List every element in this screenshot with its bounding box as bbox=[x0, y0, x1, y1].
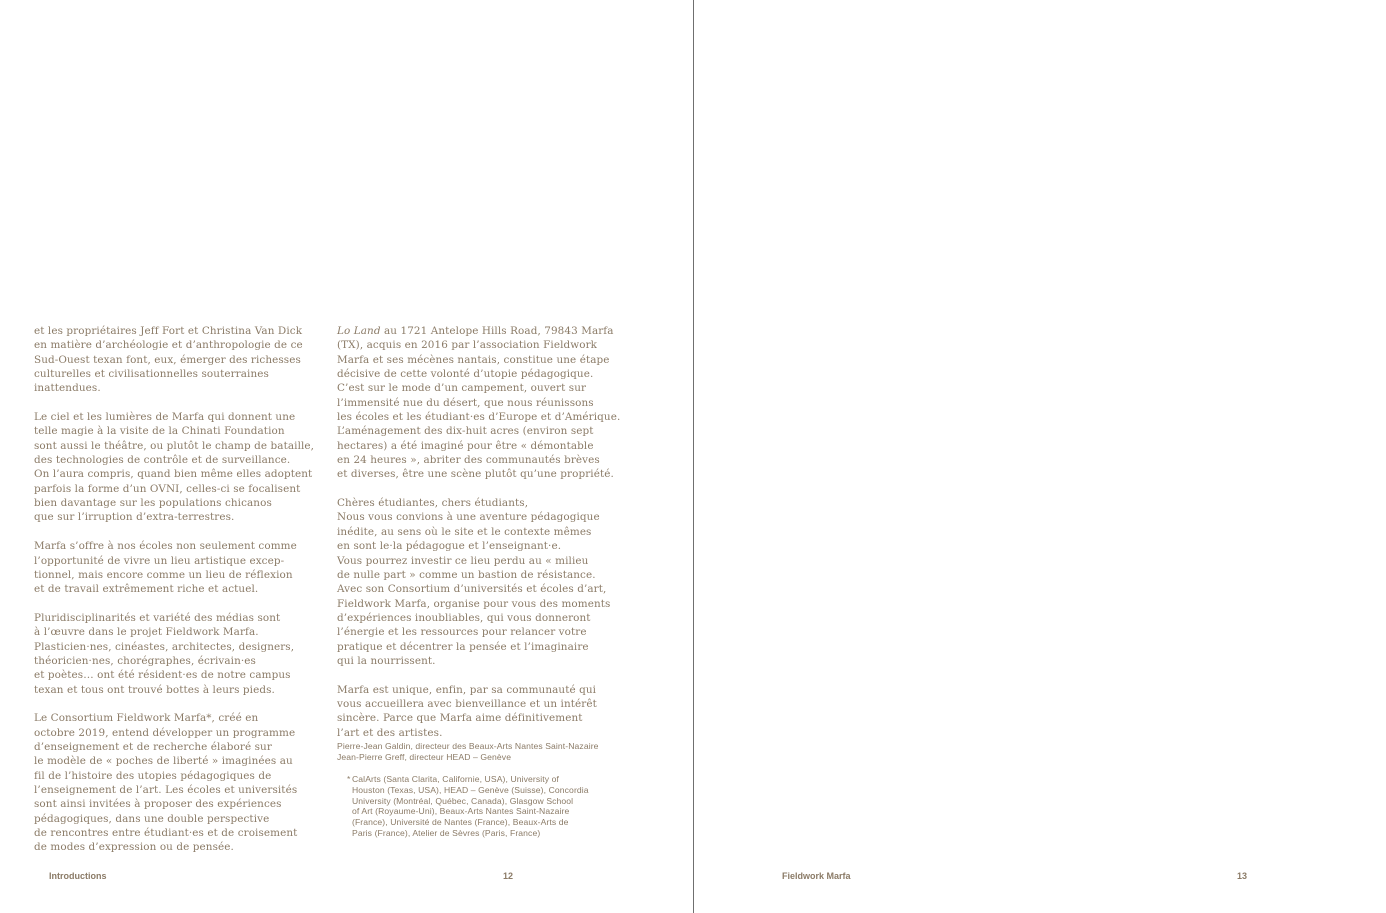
text-line: inattendues. bbox=[34, 382, 101, 395]
text-line: le modèle de « poches de liberté » imaginées au bbox=[34, 755, 293, 768]
text-line: Sud-Ouest texan font, eux, émerger des richesses bbox=[34, 353, 301, 366]
footnote-line: Houston (Texas, USA), HEAD – Genève (Suisse), Concordia bbox=[352, 784, 589, 795]
text-line: que sur l’irruption d’extra-terrestres. bbox=[34, 511, 235, 524]
footnote bbox=[337, 774, 622, 839]
text-line: hectares) a été imaginé pour être « démontable bbox=[337, 439, 594, 452]
running-footer-title: Fieldwork Marfa bbox=[782, 871, 851, 881]
text-line: inédite, au sens où le site et le contexte mêmes bbox=[337, 525, 592, 538]
text-line: texan et tous ont trouvé bottes à leurs pieds. bbox=[34, 683, 275, 696]
text-column-1 bbox=[34, 324, 319, 855]
text-line: et de travail extrêmement riche et actuel. bbox=[34, 583, 259, 596]
text-line: Marfa et ses mécènes nantais, constitue une étape bbox=[337, 353, 610, 366]
text-line: en matière d’archéologie et d’anthropologie de ce bbox=[34, 339, 303, 352]
text-line: l’opportunité de vivre un lieu artistique excep- bbox=[34, 554, 285, 567]
text-line: L’aménagement des dix-huit acres (environ sept bbox=[337, 425, 594, 438]
footnote-line: (France), Université de Nantes (France), Beaux-Arts de bbox=[352, 817, 569, 828]
text-line: l’art et des artistes. bbox=[337, 726, 443, 739]
text-line: qui la nourrissent. bbox=[337, 654, 436, 667]
text-line: Pluridisciplinarités et variété des médias sont bbox=[34, 611, 281, 624]
footnote-line: Paris (France), Atelier de Sèvres (Paris, France) bbox=[352, 827, 541, 838]
text-column-2 bbox=[337, 324, 622, 839]
text-line: On l’aura compris, quand bien même elles adoptent bbox=[34, 468, 313, 481]
paragraph bbox=[34, 539, 319, 596]
text-line: décisive de cette volonté d’utopie pédagogique. bbox=[337, 368, 594, 381]
text-line: pratique et décentrer la pensée et l’imaginaire bbox=[337, 640, 589, 653]
text-line: sincère. Parce que Marfa aime définitivement bbox=[337, 712, 583, 725]
text-line: des technologies de contrôle et de surveillance. bbox=[34, 454, 291, 467]
text-line: et poètes… ont été résident·es de notre campus bbox=[34, 669, 291, 682]
text-line: Avec son Consortium d’universités et écoles d’art, bbox=[337, 583, 607, 596]
text-line: Marfa est unique, enfin, par sa communauté qui bbox=[337, 683, 597, 696]
text-line: et les propriétaires Jeff Fort et Christina Van Dick bbox=[34, 325, 303, 337]
text-line: Le Consortium Fieldwork Marfa*, créé en bbox=[34, 712, 259, 725]
text-line: (TX), acquis en 2016 par l’association Fieldwork bbox=[337, 339, 598, 352]
text-line: bien davantage sur les populations chicanos bbox=[34, 497, 272, 510]
text-line bbox=[337, 324, 622, 338]
footnote-line: CalArts (Santa Clarita, Californie, USA), University of bbox=[352, 773, 560, 784]
text-line: théoricien·nes, chorégraphes, écrivain·es bbox=[34, 654, 256, 667]
text-line: d’enseignement et de recherche élaboré sur bbox=[34, 740, 272, 753]
text-line: de rencontres entre étudiant·es et de croisement bbox=[34, 827, 298, 840]
text-line: vous accueillera avec bienveillance et un intérêt bbox=[337, 697, 597, 710]
text-line: l’enseignement de l’art. Les écoles et universités bbox=[34, 784, 298, 796]
text-line: l’énergie et les ressources pour relancer votre bbox=[337, 626, 587, 639]
text-line: Nous vous convions à une aventure pédagogique bbox=[337, 511, 600, 524]
text-line: Chères étudiantes, chers étudiants, bbox=[337, 497, 529, 510]
text-line: Marfa s’offre à nos écoles non seulement comme bbox=[34, 540, 297, 553]
paragraph bbox=[337, 324, 622, 482]
paragraph bbox=[337, 496, 622, 668]
text-line: en sont le·la pédagogue et l’enseignant·e. bbox=[337, 540, 562, 553]
text-line: telle magie à la visite de la Chinati Foundation bbox=[34, 425, 285, 438]
right-page bbox=[694, 0, 1386, 913]
text-line: les écoles et les étudiant·es d’Europe et d’Amérique. bbox=[337, 411, 621, 424]
text-line: de modes d’expression ou de pensée. bbox=[34, 841, 234, 854]
text-fragment: au 1721 Antelope Hills Road, 79843 Marfa bbox=[380, 325, 614, 337]
text-line: Plasticien·nes, cinéastes, architectes, designers, bbox=[34, 640, 295, 653]
paragraph bbox=[337, 683, 622, 740]
footnote-line: University (Montréal, Québec, Canada), Glasgow School bbox=[352, 795, 574, 806]
text-line: fil de l’histoire des utopies pédagogiques de bbox=[34, 769, 272, 782]
text-line: sont aussi le théâtre, ou plutôt le champ de bataille, bbox=[34, 439, 315, 452]
text-line: sont ainsi invitées à proposer des expériences bbox=[34, 798, 282, 811]
page-number: 12 bbox=[503, 871, 514, 881]
place-name: Lo Land bbox=[337, 325, 381, 337]
running-footer-title: Introductions bbox=[49, 871, 107, 881]
paragraph bbox=[34, 324, 319, 396]
text-line: Le ciel et les lumières de Marfa qui donnent une bbox=[34, 411, 296, 424]
text-line: C’est sur le mode d’un campement, ouvert sur bbox=[337, 382, 587, 395]
text-line: d’expériences inoubliables, qui vous donneront bbox=[337, 611, 591, 624]
paragraph bbox=[34, 711, 319, 854]
text-line: Vous pourrez investir ce lieu perdu au « milieu bbox=[337, 554, 589, 567]
signature-line: Pierre-Jean Galdin, directeur des Beaux-Arts Nantes Saint-Nazaire bbox=[337, 740, 599, 751]
text-line: l’immensité nue du désert, que nous réunissons bbox=[337, 396, 594, 409]
text-line: pédagogiques, dans une double perspective bbox=[34, 812, 270, 825]
text-line: à l’œuvre dans le projet Fieldwork Marfa. bbox=[34, 626, 259, 639]
text-line: Fieldwork Marfa, organise pour vous des moments bbox=[337, 597, 611, 610]
text-line: tionnel, mais encore comme un lieu de réflexion bbox=[34, 568, 293, 581]
text-line: en 24 heures », abriter des communautés brèves bbox=[337, 454, 600, 467]
signature bbox=[337, 741, 622, 763]
paragraph bbox=[34, 410, 319, 525]
text-line: culturelles et civilisationnelles souterraines bbox=[34, 368, 269, 381]
text-line: parfois la forme d’un OVNI, celles-ci se focalisent bbox=[34, 482, 301, 495]
footnote-marker: * bbox=[347, 773, 351, 784]
text-line: et diverses, être une scène plutôt qu’une propriété. bbox=[337, 468, 614, 481]
paragraph bbox=[34, 611, 319, 697]
signature-line: Jean-Pierre Greff, directeur HEAD – Genève bbox=[337, 751, 512, 762]
text-line: octobre 2019, entend développer un programme bbox=[34, 726, 296, 739]
text-line: de nulle part » comme un bastion de résistance. bbox=[337, 568, 596, 581]
footnote-line: of Art (Royaume-Uni), Beaux-Arts Nantes Saint-Nazaire bbox=[352, 806, 570, 817]
page-number: 13 bbox=[1237, 871, 1248, 881]
